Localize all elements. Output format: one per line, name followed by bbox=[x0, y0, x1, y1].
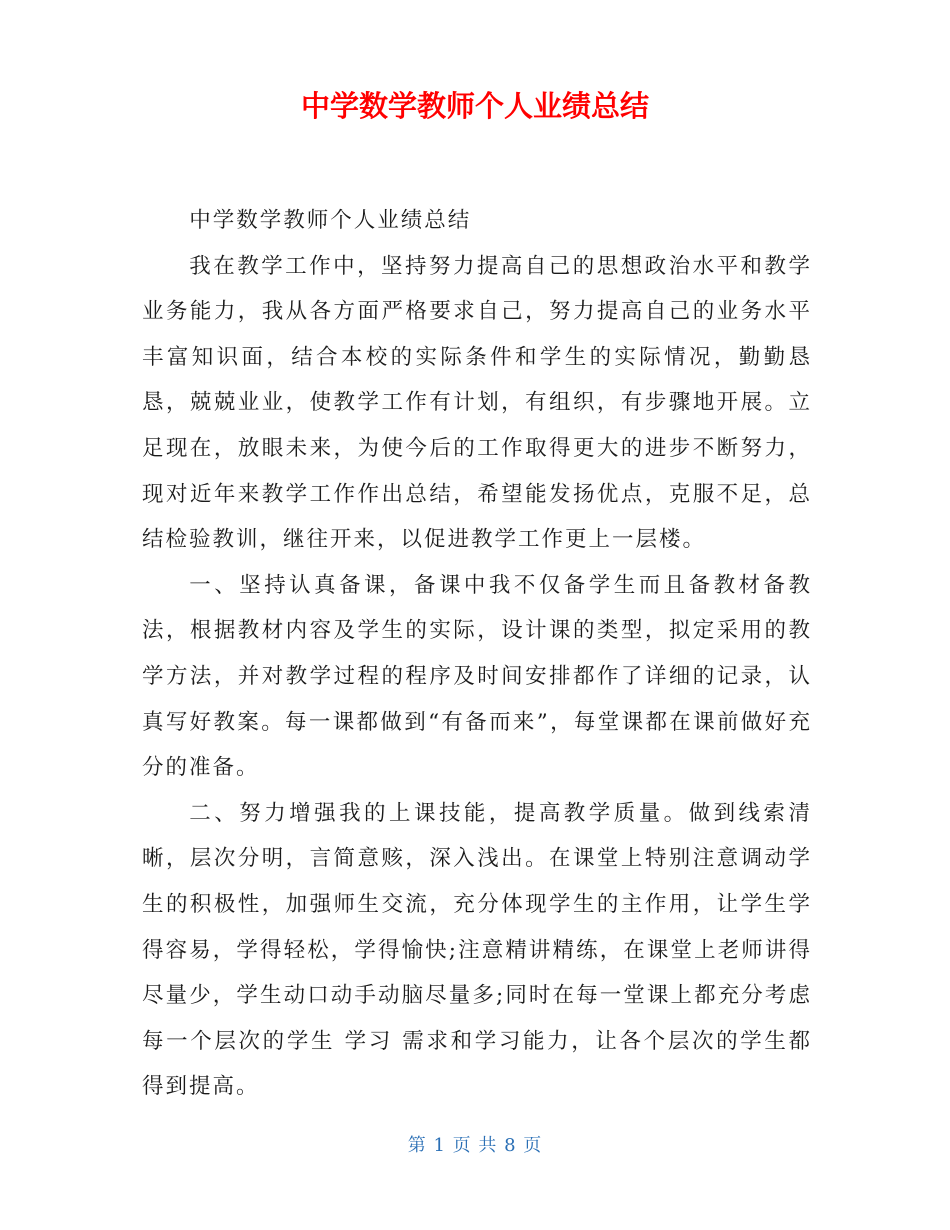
document-title: 中学数学教师个人业绩总结 bbox=[300, 89, 649, 123]
document-body bbox=[142, 198, 812, 1110]
body-paragraph-intro: 我在教学工作中，坚持努力提高自己的思想政治水平和教学业务能力，我从各方面严格要求自己，努力提高自己的业务水平丰富知识面，结合本校的实际条件和学生的实际情况，勤勤恳恳，兢兢业业，使教学工作有计划，有组织，有步骤地开展。立足现在，放眼未来，为使今后的工作取得更大的进步不断努力，现对近年来教学工作作出总结，希望能发扬优点，克服不足，总结检验教训，继往开来，以促进教学工作更上一层楼。 bbox=[142, 253, 812, 553]
page-number-footer: 第 1 页 共 8 页 bbox=[407, 1135, 543, 1156]
body-paragraph-section-2: 二、努力增强我的上课技能，提高教学质量。做到线索清晰，层次分明，言简意赅，深入浅出。在课堂上特别注意调动学生的积极性，加强师生交流，充分体现学生的主作用，让学生学得容易，学得轻松，学得愉快;注意精讲精练，在课堂上老师讲得尽量少，学生动口动手动脑尽量多;同时在每一堂课上都充分考虑每一个层次的学生 学习 需求和学习能力，让各个层次的学生都得到提高。 bbox=[142, 800, 812, 1100]
body-paragraph-section-1: 一、坚持认真备课，备课中我不仅备学生而且备教材备教法，根据教材内容及学生的实际，设计课的类型，拟定采用的教学方法，并对教学过程的程序及时间安排都作了详细的记录，认真写好教案。每一课都做到“有备而来”，每堂课都在课前做好充分的准备。 bbox=[142, 572, 812, 781]
body-paragraph-heading: 中学数学教师个人业绩总结 bbox=[189, 208, 472, 233]
